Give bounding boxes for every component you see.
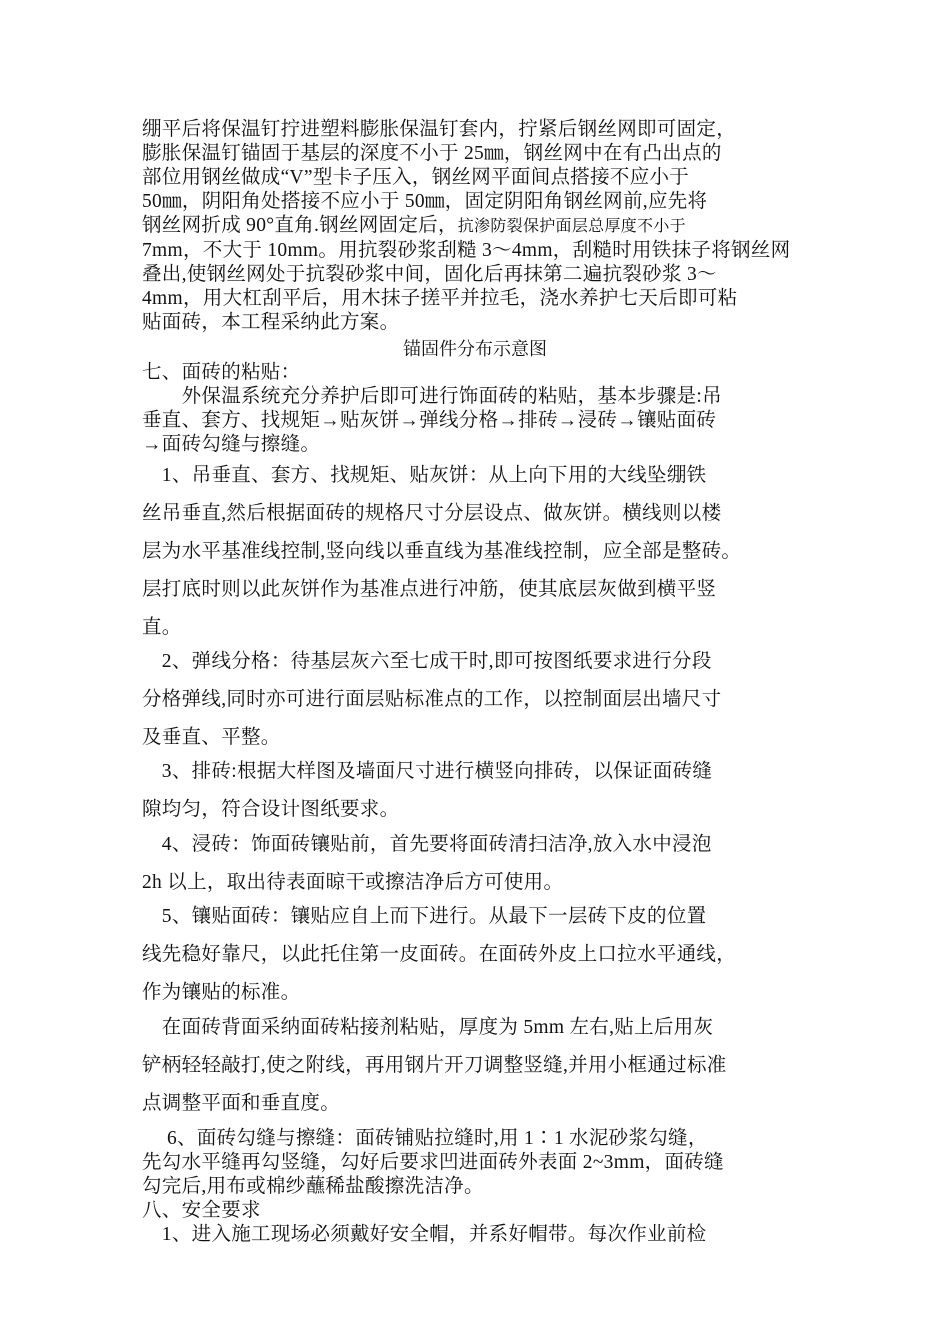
text-line: 6、面砖勾缝与擦缝：面砖铺贴拉缝时,用 1∶1 水泥砂浆勾缝， xyxy=(142,1128,708,1149)
text-line: 直。 xyxy=(142,617,182,638)
text-line: 丝吊垂直,然后根据面砖的规格尺寸分层设点、做灰饼。横线则以楼 xyxy=(142,503,722,524)
text-line: 1、吊垂直、套方、找规矩、贴灰饼：从上向下用的大线坠绷铁 xyxy=(142,465,707,486)
text-line: 外保温系统充分养护后即可进行饰面砖的粘贴，基本步骤是:吊 xyxy=(142,386,722,407)
text-line: 2、弹线分格：待基层灰六至七成干时,即可按图纸要求进行分段 xyxy=(142,651,712,672)
text-line: 及垂直、平整。 xyxy=(142,727,281,748)
text-line: 膨胀保温钉锚固于基层的深度不小于 25㎜，钢丝网中在有凸出点的 xyxy=(142,143,722,164)
section-heading: 七、面砖的粘贴： xyxy=(142,362,301,383)
text-line: 分格弹线,同时亦可进行面层贴标准点的工作，以控制面层出墙尺寸 xyxy=(142,689,722,710)
text-fragment: 钢丝网折成 90°直角.钢丝网固定后， xyxy=(142,215,458,236)
text-line: 4mm，用大杠刮平后，用木抹子搓平并拉毛，浇水养护七天后即可粘 xyxy=(142,288,738,309)
paragraph-mesh-fixing xyxy=(142,118,814,335)
text-line: 1、进入施工现场必须戴好安全帽，并系好帽带。每次作业前检 xyxy=(142,1224,707,1245)
text-line: →面砖勾缝与擦缝。 xyxy=(142,434,321,455)
step-6 xyxy=(142,1127,814,1247)
text-line: 叠出,使钢丝网处于抗裂砂浆中间，固化后再抹第二遍抗裂砂浆 3～ xyxy=(142,264,717,285)
text-line: 隙均匀，符合设计图纸要求。 xyxy=(142,799,400,820)
text-line: 7mm，不大于 10mm。用抗裂砂浆刮糙 3～4mm，刮糙时用铁抹子将钢丝网 xyxy=(142,240,791,261)
step-1 xyxy=(142,457,814,647)
text-line: 勾完后,用布或棉纱蘸稀盐酸擦洗洁净。 xyxy=(142,1176,484,1197)
text-line: 层为水平基准线控制,竖向线以垂直线为基准线控制，应全部是整砖。 xyxy=(142,541,742,562)
text-line: 铲柄轻轻敲打,使之附线，再用钢片开刀调整竖缝,并用小框通过标准 xyxy=(142,1055,727,1076)
text-line: 50㎜，阴阳角处搭接不应小于 50㎜，固定阴阳角钢丝网前,应先将 xyxy=(142,191,708,212)
text-line: 5、镶贴面砖：镶贴应自上而下进行。从最下一层砖下皮的位置 xyxy=(142,906,707,927)
step-3 xyxy=(142,753,814,829)
text-line: 贴面砖，本工程采纳此方案。 xyxy=(142,312,400,333)
step-4 xyxy=(142,826,814,902)
text-line: 作为镶贴的标准。 xyxy=(142,982,301,1003)
section-heading: 八、安全要求 xyxy=(142,1200,261,1221)
text-line xyxy=(142,214,814,239)
text-fragment-small: 抗渗防裂保护面层总厚度不小于 xyxy=(457,218,686,235)
step-5 xyxy=(142,898,814,1012)
text-line: 3、排砖:根据大样图及墙面尺寸进行横竖向排砖，以保证面砖缝 xyxy=(142,761,713,782)
text-line: 在面砖背面采纳面砖粘接剂粘贴，厚度为 5mm 左右,贴上后用灰 xyxy=(142,1017,714,1038)
text-line: 线先稳好靠尺，以此托住第一皮面砖。在面砖外皮上口拉水平通线， xyxy=(142,944,737,965)
text-line: 2h 以上，取出待表面晾干或擦洁净后方可使用。 xyxy=(142,872,564,893)
step-2 xyxy=(142,643,814,757)
text-line: 层打底时则以此灰饼作为基准点进行冲筋，使其底层灰做到横平竖 xyxy=(142,579,717,600)
text-line: 先勾水平缝再勾竖缝，勾好后要求凹进面砖外表面 2~3mm，面砖缝 xyxy=(142,1152,724,1173)
text-line: 部位用钢丝做成“V”型卡子压入，钢丝网平面间点搭接不应小于 xyxy=(142,167,690,188)
section-7 xyxy=(142,361,814,457)
step-5-extra xyxy=(142,1009,814,1123)
text-line: 垂直、套方、找规矩→贴灰饼→弹线分格→排砖→浸砖→镶贴面砖 xyxy=(142,410,717,431)
text-line: 绷平后将保温钉拧进塑料膨胀保温钉套内，拧紧后钢丝网即可固定， xyxy=(142,119,737,140)
text-line: 4、浸砖：饰面砖镶贴前，首先要将面砖清扫洁净,放入水中浸泡 xyxy=(142,834,712,855)
figure-caption: 锚固件分布示意图 xyxy=(403,339,547,359)
text-line: 点调整平面和垂直度。 xyxy=(142,1093,341,1114)
